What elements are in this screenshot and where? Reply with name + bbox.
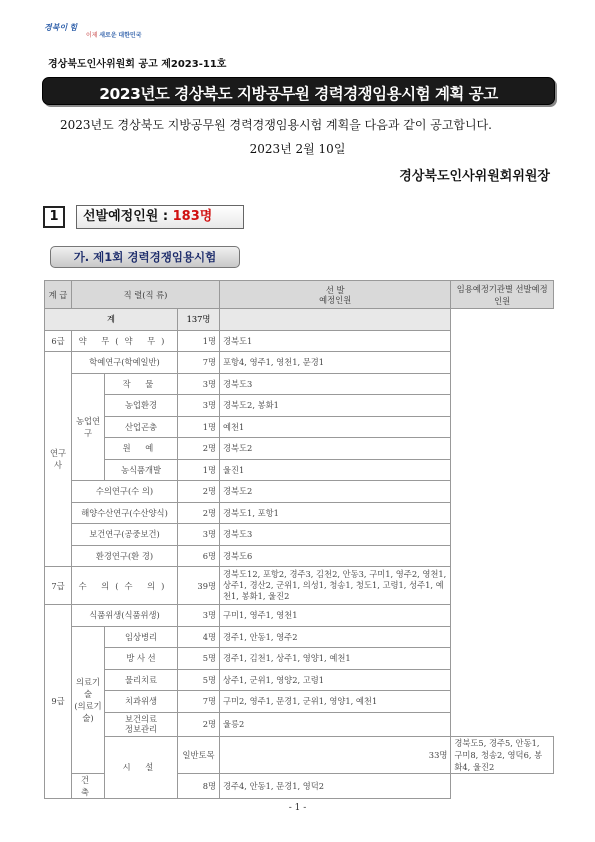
series-cell: 환경연구(환 경): [72, 545, 178, 567]
table-row: [45, 669, 554, 691]
notice-date: 2023년 2월 10일: [249, 142, 346, 156]
count-cell: 7명: [178, 691, 220, 713]
table-row: [45, 373, 554, 395]
series-cell: 작 물: [105, 373, 178, 395]
total-label: 계: [45, 309, 178, 331]
section-number: 1: [43, 206, 65, 228]
agency-cell: 구미2, 영주1, 문경1, 군위1, 영양1, 예천1: [220, 691, 451, 713]
series-cell: 약 무(약 무): [72, 330, 178, 352]
count-cell: 1명: [178, 459, 220, 481]
total-value: 137명: [178, 309, 220, 331]
count-cell: 2명: [178, 502, 220, 524]
agency-cell: 구미1, 영주1, 영천1: [220, 605, 451, 627]
series-cell: 보건연구(공중보건): [72, 524, 178, 546]
count-cell: 3명: [178, 373, 220, 395]
table-row: [45, 648, 554, 670]
count-cell: 1명: [178, 416, 220, 438]
section-label: 선발예정인원 :: [83, 209, 173, 224]
series-cell: 임상병리: [105, 626, 178, 648]
agency-cell: 경북도6: [220, 545, 451, 567]
count-cell: 5명: [178, 648, 220, 670]
count-cell: 33명: [220, 736, 451, 773]
count-cell: 8명: [178, 773, 220, 798]
table-row: [45, 395, 554, 417]
notice-number: 경상북도인사위원회 공고 제2023-11호: [48, 59, 227, 70]
grade-cell: 6급: [45, 330, 72, 352]
agency-cell: 경주1, 김천1, 상주1, 영양1, 예천1: [220, 648, 451, 670]
logo-script: 경북이 힘: [44, 23, 78, 32]
series-cell: 농업환경: [105, 395, 178, 417]
agency-cell: 경주1, 안동1, 영주2: [220, 626, 451, 648]
count-cell: 39명: [178, 567, 220, 605]
count-cell: 3명: [178, 395, 220, 417]
series-group-cell: 시 설: [105, 736, 178, 798]
count-cell: 7명: [178, 352, 220, 374]
grade-cell: 9급: [45, 605, 72, 799]
agency-cell: 경북도2: [220, 438, 451, 460]
series-cell: 수의연구(수 의): [72, 481, 178, 503]
series-cell: 건 축: [72, 773, 105, 798]
table-row: [45, 481, 554, 503]
count-cell: 6명: [178, 545, 220, 567]
series-cell: 물리치료: [105, 669, 178, 691]
count-cell: 1명: [178, 330, 220, 352]
agency-cell: 울진1: [220, 459, 451, 481]
count-cell: 3명: [178, 605, 220, 627]
table-row: [45, 416, 554, 438]
logo-tagline: 이제 새로운 대한민국: [86, 33, 142, 39]
header-series: 직 렬(직 류): [72, 281, 220, 309]
agency-cell: 상주1, 군위1, 영양2, 고령1: [220, 669, 451, 691]
series-cell: 산업곤충: [105, 416, 178, 438]
series-group-cell: 의료기술 (의료기술): [72, 626, 105, 773]
intro-text: 2023년도 경상북도 지방공무원 경력경쟁임용시험 계획을 다음과 같이 공고합니다.: [60, 118, 493, 132]
table-row: [45, 545, 554, 567]
page-number: - 1 -: [288, 803, 307, 813]
page-title: 2023년도 경상북도 지방공무원 경력경쟁임용시험 계획 공고: [99, 85, 498, 103]
table-row: [45, 352, 554, 374]
agency-cell: 경북도2: [220, 481, 451, 503]
table-row: [45, 712, 554, 736]
recruitment-table: [44, 280, 554, 799]
table-row: [45, 524, 554, 546]
table-row: [45, 459, 554, 481]
table-header: [45, 281, 554, 309]
series-cell: 학예연구(학예일반): [72, 352, 178, 374]
series-cell: 농식품개발: [105, 459, 178, 481]
count-cell: 2명: [178, 481, 220, 503]
series-cell: 식품위생(식품위생): [72, 605, 178, 627]
agency-cell: 경북도1, 포항1: [220, 502, 451, 524]
title-banner: [42, 77, 555, 105]
agency-cell: 경북도12, 포항2, 경주3, 김천2, 안동3, 구미1, 영주2, 영천1, 상주1, 경산2, 군위1, 의성1, 청송1, 청도1, 고령1, 성주1, 예천1, 봉화1, 울진2: [220, 567, 451, 605]
agency-cell: 경북도3: [220, 373, 451, 395]
agency-cell: 경북도3: [220, 524, 451, 546]
agency-cell: 경주4, 안동1, 문경1, 영덕2: [220, 773, 451, 798]
subsection-title: 가. 제1회 경력경쟁임용시험: [50, 246, 240, 268]
count-cell: 3명: [178, 524, 220, 546]
series-cell: 방 사 선: [105, 648, 178, 670]
section-count: 183명: [172, 209, 213, 224]
table-row: [45, 691, 554, 713]
table-row: [45, 626, 554, 648]
grade-cell: 연구사: [45, 352, 72, 567]
count-cell: 2명: [178, 712, 220, 736]
count-cell: 4명: [178, 626, 220, 648]
table-row: [45, 736, 554, 773]
agency-cell: 예천1: [220, 416, 451, 438]
agency-cell: 경북도1: [220, 330, 451, 352]
series-cell: 원 예: [105, 438, 178, 460]
section-title: [76, 205, 244, 229]
table-row: [45, 438, 554, 460]
table-row: [45, 502, 554, 524]
header-agency: 임용예정기관별 선발예정인원: [451, 281, 554, 309]
table-row: [45, 330, 554, 352]
agency-cell: 경북도2, 봉화1: [220, 395, 451, 417]
grade-cell: 7급: [45, 567, 72, 605]
count-cell: 5명: [178, 669, 220, 691]
signer: 경상북도인사위원회위원장: [399, 169, 550, 184]
series-cell: 일반토목: [178, 736, 220, 773]
agency-cell: 포항4, 영주1, 영천1, 문경1: [220, 352, 451, 374]
series-cell: 해양수산연구(수산양식): [72, 502, 178, 524]
agency-cell: 경북도5, 경주5, 안동1, 구미8, 청송2, 영덕6, 봉화4, 울진2: [451, 736, 554, 773]
count-cell: 2명: [178, 438, 220, 460]
series-cell: 보건의료 정보관리: [105, 712, 178, 736]
table-row: [45, 567, 554, 605]
series-cell: 치과위생: [105, 691, 178, 713]
header-planned: 선 발 예정인원: [220, 281, 451, 309]
table-row-total: [45, 309, 554, 331]
header-grade: 계 급: [45, 281, 72, 309]
table-row: [45, 605, 554, 627]
agency-cell: 울릉2: [220, 712, 451, 736]
series-cell: 수 의(수 의): [72, 567, 178, 605]
series-group-cell: 농업연구: [72, 373, 105, 481]
